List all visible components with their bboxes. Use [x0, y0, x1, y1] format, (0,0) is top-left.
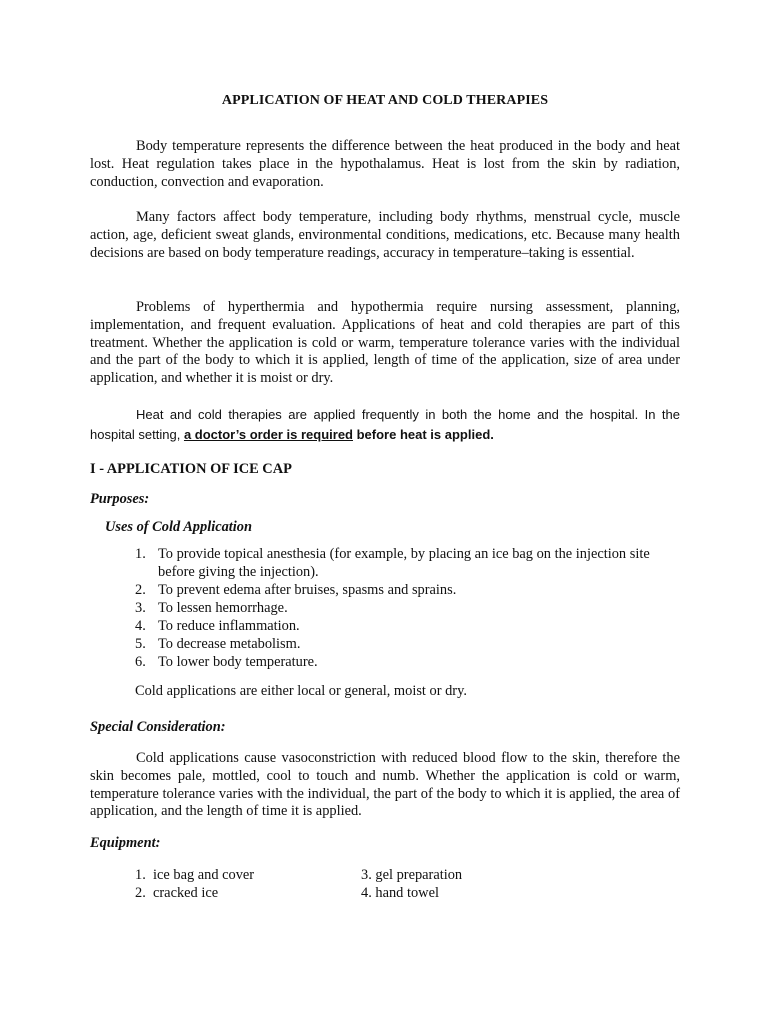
special-consideration-heading: Special Consideration: — [90, 719, 226, 735]
list-number: 1. — [135, 546, 146, 562]
document-title: APPLICATION OF HEAT AND COLD THERAPIES — [221, 93, 549, 108]
uses-heading: Uses of Cold Application — [105, 519, 252, 535]
list-number: 2. — [135, 582, 146, 598]
list-number: 2. — [135, 885, 146, 901]
note-text-before: Heat and cold therapies are applied frequently in both the home and the hospital. In the hospital setting, — [90, 407, 680, 442]
list-number: 3. — [361, 867, 372, 883]
list-text: cracked ice — [153, 885, 219, 901]
list-number: 3. — [135, 600, 146, 616]
list-number: 1. — [135, 867, 146, 883]
intro-paragraph-2: Many factors affect body temperature, including body rhythms, menstrual cycle, muscle action, age, deficient sweat glands, environmental conditions, medications, etc. Because many health decisions are based on body temperature readings, accuracy in temperature–taking is essential. — [90, 209, 680, 261]
uses-list — [135, 545, 680, 671]
list-item — [361, 866, 462, 884]
special-consideration-text: Cold applications cause vasoconstriction with reduced blood flow to the skin, therefore the skin becomes pale, mottled, cool to touch and numb. Whether the application is cold or warm, temperature tolerance varies with the individual, the part of the body to which it is applied, the area of application, and the length of time it is applied. — [90, 750, 680, 820]
list-number: 6. — [135, 654, 146, 670]
list-number: 4. — [361, 885, 372, 901]
note-emphasis: a doctor’s order is required — [183, 427, 353, 442]
document-page — [90, 0, 680, 1024]
list-item — [135, 884, 254, 902]
list-text: ice bag and cover — [153, 867, 255, 883]
list-item — [135, 653, 680, 671]
equipment-heading: Equipment: — [90, 835, 161, 851]
cold-types-line: Cold applications are either local or general, moist or dry. — [135, 683, 467, 699]
list-text: To provide topical anesthesia (for example, by placing an ice bag on the injection site before giving the injection). — [158, 546, 650, 580]
list-text: hand towel — [375, 885, 439, 901]
list-item — [135, 617, 680, 635]
section-heading-ice-cap: I - APPLICATION OF ICE CAP — [90, 461, 292, 477]
list-item — [361, 884, 462, 902]
list-item — [135, 866, 254, 884]
list-item — [135, 635, 680, 653]
purposes-heading: Purposes: — [90, 491, 150, 507]
list-number: 5. — [135, 636, 146, 652]
intro-paragraph-3: Problems of hyperthermia and hypothermia require nursing assessment, planning, implementation, and frequent evaluation. Applications of heat and cold therapies are part of this treatment. Whether the application is cold or warm, temperature tolerance varies with the individual and the part of the body to which it is applied, length of time of the application, size of area under application, and whether it is moist or dry. — [90, 299, 680, 387]
list-text: To decrease metabolism. — [158, 636, 301, 652]
intro-paragraph-1: Body temperature represents the difference between the heat produced in the body and heat lost. Heat regulation takes place in the hypothalamus. Heat is lost from the skin by radiation, conduction, convection and evaporation. — [90, 138, 680, 190]
list-text: To prevent edema after bruises, spasms and sprains. — [158, 582, 457, 598]
list-item — [135, 599, 680, 617]
doctor-order-note — [90, 405, 680, 445]
list-item — [135, 545, 680, 581]
note-text-after: before heat is applied. — [353, 427, 494, 442]
list-text: To reduce inflammation. — [158, 618, 300, 634]
list-text: gel preparation — [375, 867, 463, 883]
equipment-list-left — [135, 866, 254, 902]
equipment-list-right — [361, 866, 462, 902]
list-item — [135, 581, 680, 599]
list-text: To lower body temperature. — [158, 654, 318, 670]
list-number: 4. — [135, 618, 146, 634]
list-text: To lessen hemorrhage. — [158, 600, 288, 616]
